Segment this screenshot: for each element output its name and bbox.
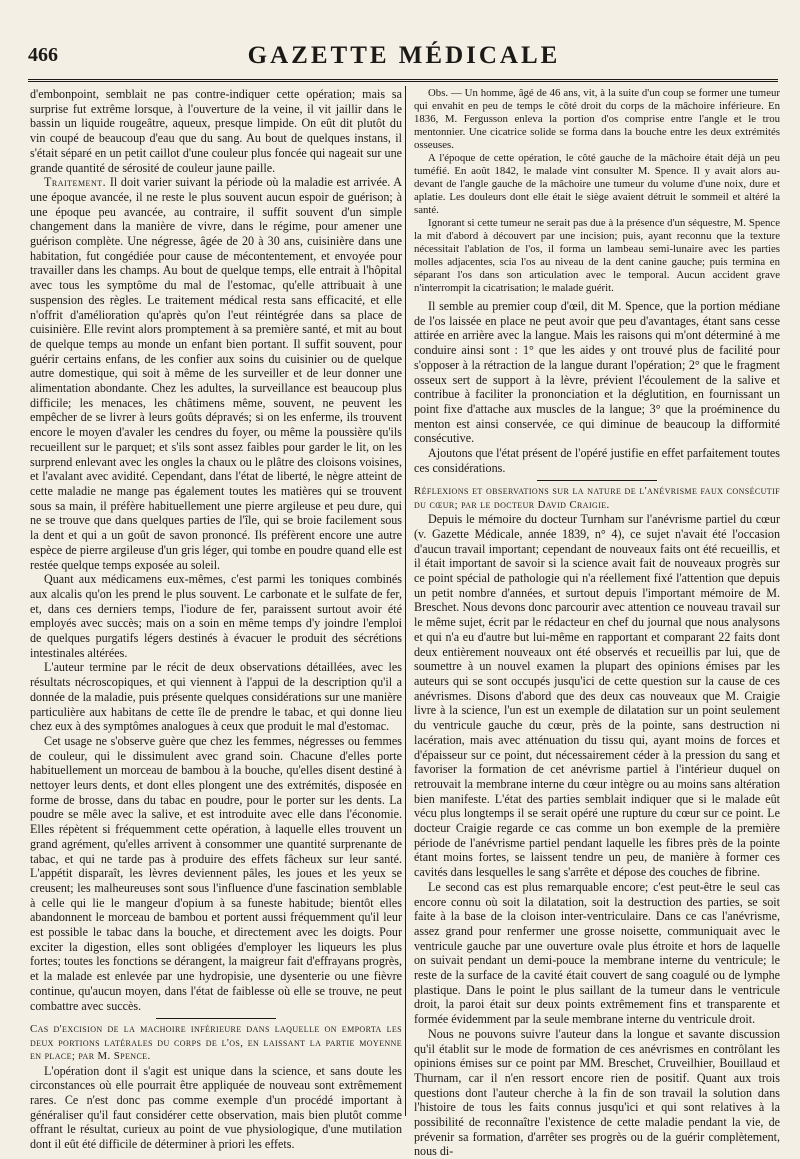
page-header (28, 40, 780, 74)
article-heading: Réflexions et observations sur la nature de l'anévrisme faux consécutif du cœur; par le docteur David Craigie. (414, 485, 780, 511)
page-number: 466 (28, 44, 58, 66)
paragraph-text: Il doit varier suivant la période où la maladie est arrivée. A une époque avancée, il ne reste le plus souvent aucun espoir de guérison; à une époque peu avancée, au contraire, il suffit souvent d'un simple changement dans la manière de vivre, dans le régime, pour amener une guérison complète. Une négresse, âgée de 20 à 30 ans, cuisinière dans une habitation, fut congédiée pour cause de mécontentement, et envoyée pour travailler dans les champs. Au bout de quelque temps, elle entrait à l'hôpital avec tous les symptôme du mal de l'estomac, qu'elle attribuait à une suspension des règles. Le traitement médical resta sans efficacité, et elle n'offrit d'amélioration qu'après qu'on l'eut réintégrée dans sa place de cuisinière. Elle revint alors promptement à sa première santé, et mit au bout de quelque temps au monde un enfant bien portant. Il suffit souvent, pour guérir certains enfans, de les confier aux soins du cuisinier ou de quelque autre domestique, qui soit à même de les surveiller et de leur donner une alimentation abondante. Chez les adultes, la surveillance est beaucoup plus difficile; les menaces, les châtimens même, souvent, ne peuvent les empêcher de se livrer à leurs goûts dépravés; si on les enferme, ils trouvent encore le moyen d'avaler les cendres du foyer, ou même la poussière qu'ils recueillent sur le parquet; et s'ils sont assez faibles pour garder le lit, on les surprend enlevant avec les ongles la chaux ou le plâtre des cloisons voisines, et l'avalant avec avidité. Cependant, dans l'état de liberté, le nègre atteint de cette maladie ne mange pas également toutes les matières qui se trouvent sous sa main, il préfère habituellement une pierre argileuse et peu dure, qui ne se trouve que dans quelques parties de l'île, qui se broie facilement sous la dent et qui a un goût de savon prononcé. Ils préfèrent encore une autre espèce de pierre argileuse d'un gris léger, qui tombe en poudre quand elle est restée quelque temps exposée au soleil. (30, 175, 402, 572)
section-rule (156, 1018, 276, 1019)
paragraph: Il semble au premier coup d'œil, dit M. Spence, que la portion médiane de l'os laissée en place ne peut avoir que peu d'avantages, étant sans cesse attirée en arrière avec la langue. Mais les raisons qui m'ont déterminé à me conduire ainsi sont : 1° que les aides y ont trouvé plus de facilité pour s'opposer à la rétraction de la langue durant l'opération; 2° que le fragment osseux sert de support à la lèvre, prévient l'écoulement de la salive et contribue à faciliter la prononciation et la déglutition, en fournissant un point fixe d'attache aux muscles de la langue; 3° que la proéminence du menton est ainsi conservée, ce qui diminue de beaucoup la difformité consécutive. (414, 299, 780, 446)
paragraph: Nous ne pouvons suivre l'auteur dans la longue et savante discussion qu'il établit sur le mode de formation de ces anévrismes en contrôlant les opinions émises sur ce point par MM. Breschet, Cruveilhier, Bouillaud et Thurnam, car il n'en ressort encore rien de positif. Quant aux trois questions dont l'auteur cherche à la fin de son travail la solution dans l'histoire de tous les faits connus jusqu'ici et qui sont relatives à la possibilité de reconnaître l'existence de cette maladie pendant la vie, de prévenir sa formation, d'arrêter ses progrès ou de la guérir complètement, nous di- (414, 1026, 780, 1159)
observation-paragraph: Obs. — Un homme, âgé de 46 ans, vit, à la suite d'un coup se former une tumeur qui envahit en peu de temps le côté droit du corps de la mâchoire inférieure. En 1836, M. Fergusson enleva la portion d'os comprise entre l'angle et le trou mentonnier. Une cicatrice solide se forma dans la bouche entre les deux extrémités osseuses. (414, 87, 780, 151)
observation-paragraph: A l'époque de cette opération, le côté gauche de la mâchoire était déjà un peu tuméfié. En août 1842, le malade vint consulter M. Spence. Il y avait alors au-devant de l'angle gauche de la mâchoire une tumeur du volume d'une noix, dure et aplatie. Les douleurs dont elle était le siège avaient détruit le sommeil et altéré la santé. (414, 152, 780, 216)
paragraph: Quant aux médicamens eux-mêmes, c'est parmi les toniques combinés aux alcalis qu'on les prend le plus souvent. Le carbonate et le sulfate de fer, et, dans ces derniers temps, l'iodure de fer, paraissent surtout avoir été employés avec succès; mais on a soin en même temps d'y joindre l'emploi de quelques purgatifs légers destinés à évacuer le produit des sécrétions intestinales altérées. (30, 572, 402, 660)
paragraph: Cet usage ne s'observe guère que chez les femmes, négresses ou femmes de couleur, qui le dissimulent avec grand soin. Chacune d'elles porte habituellement un morceau de bambou à la bouche, qu'elles disent destiné à nettoyer leurs dents, et dont elles plongent une des extrémités, disposée en forme de brosse, dans du tabac en poudre, pour le porter sur les dents. La poudre se mêle avec la salive, et est introduite avec elle dans l'économie. Elles répètent si fréquemment cette opération, à laquelle elles trouvent un grand agrément, qu'elles arrivent à consommer une quantité surprenante de tabac, et qui ne tarde pas à produire des effets fâcheux sur leur santé. L'appétit disparaît, les lèvres deviennent pâles, les joues et les yeux se creusent; les malheureuses sont sous l'influence d'une fascination semblable à celle qui lie le mangeur d'opium à sa funeste habitude; bientôt elles abandonnent le morceau de bambou et portent aussi fréquemment qu'il leur est possible le tabac dans la bouche, et directement avec les doigts. Pour exciter la digestion, elles sont obligées d'employer les liqueurs les plus fortes; toutes les fonctions se dérangent, la maigreur fait d'effrayans progrès, et la malade est enlevée par une hydropisie, une dysenterie ou une fièvre continue, qu'aucun moyen, dans l'état de faiblesse où elle se trouve, ne peut combattre avec succès. (30, 733, 402, 1013)
journal-title: GAZETTE MÉDICALE (247, 42, 561, 69)
paragraph: L'opération dont il s'agit est unique dans la science, et sans doute les circonstances où elle pourrait être appliquée de nouveau sont extrêmement rares. Ce n'est donc pas comme exemple d'un procédé important à généraliser qu'il faut considérer cette observation, mais bien plutôt comme offrant le résultat, curieux au point de vue physiologique, d'une mutilation dont il eût été difficile de déterminer à priori les effets. (30, 1063, 402, 1152)
section-rule (537, 480, 657, 481)
section-lead: Traitement. (44, 175, 107, 190)
observation-paragraph: Ignorant si cette tumeur ne serait pas due à la présence d'un séquestre, M. Spence la mit d'abord à découvert par une incision; puis, ayant reconnu que la texture nécessitait l'ablation de l'os, il forma un lambeau semi-lunaire avec les parties molles adjacentes, scia l'os au niveau de la dent canine gauche; puis termina en séparant l'os dans son articulation avec le temporal. Aucun accident grave n'interrompit la cicatrisation; le malade guérit. (414, 217, 780, 294)
column-divider (405, 86, 406, 1116)
paragraph: Le second cas est plus remarquable encore; c'est peut-être le seul cas encore connu où soit la dilatation, soit la destruction des parties, se soit faite à la base de la cloison inter-ventriculaire. Dans ce cas l'anévrisme, assez grand pour renfermer une grosse noisette, communiquait avec le ventricule gauche par une ouverture ovale plus étroite et hors de laquelle on suivait pendant un demi-pouce la membrane interne du ventricule; le reste de la surface de la cavité était couvert de sang coagulé ou de lymphe plastique. Dans le point le plus saillant de la tumeur dans le ventricule droit, la paroi était sur deux points extrêmement fins et transparente et formée évidemment par la seule membrane interne du ventricule droit. (414, 879, 780, 1027)
article-heading: Cas d'excision de la machoire inférieure dans laquelle on emporta les deux portions latérales du corps de l'os, en laissant la partie moyenne en place; par M. Spence. (30, 1023, 402, 1063)
paragraph: Ajoutons que l'état présent de l'opéré justifie en effet parfaitement toutes ces considérations. (414, 446, 780, 475)
right-column (414, 87, 780, 1159)
paragraph: d'embonpoint, semblait ne pas contre-indiquer cette opération; mais sa surprise fut extrême lorsque, à l'ouverture de la veine, il vit jaillir dans le bassin un liquide rougeâtre, aqueux, presque limpide. On eût dit plutôt du vin coupé de beaucoup d'eau que du sang. Au bout de quelques instans, il s'était séparé en un petit caillot d'une couleur plus foncée qui nageait sur une grande quantité de sérosité de couleur jaune paille. (30, 87, 402, 175)
paragraph: L'auteur termine par le récit de deux observations détaillées, avec les résultats nécroscopiques, et qui viennent à l'appui de la description qu'il a donnée de la maladie, puis présente quelques considérations sur une manière particulière aux habitans de cette île de prendre le tabac, et qui donne lieu chez eux à des symptômes analogues à ceux que produit le mal d'estomac. (30, 660, 402, 734)
left-column (30, 87, 402, 1152)
header-rule (28, 79, 778, 82)
paragraph-traitement (30, 175, 402, 572)
paragraph: Depuis le mémoire du docteur Turnham sur l'anévrisme partiel du cœur (v. Gazette Médicale, année 1839, n° 4), ce sujet n'avait été l'occasion d'aucun travail important; cependant de nouveaux faits ont été recueillis, et il était important de savoir si la science avait fait de nouveaux progrès sur ce point spécial de pathologie qui n'a réellement fixé l'attention que depuis un petit nombre d'années, et surtout depuis l'important mémoire de M. Breschet. Nous devons donc parcourir avec attention ce nouveau travail sur le même sujet, écrit par le rédacteur en chef du journal que nous analysons et qui n'a eu d'autre but lui-même en rapportant et comparant 22 faits dont deux entièrement nouveaux ont été observés et recueillis par lui, que de soumettre à un nouvel examen la plupart des opinions émises par les auteurs qui se sont occupés jusqu'ici de cette question sur la cause de ces anévrismes. Disons d'abord que des deux cas nouveaux que M. Craigie livre à la science, l'un est un exemple de dilatation sur un point seulement du ventricule gauche du cœur, près de la pointe, sans destruction ni lacération, mais avec atténuation du tissu qui, ayant moins de forces et d'épaisseur sur ce point, dut nécessairement céder à la pression du sang et favoriser la formation de cet anévrisme partiel à l'intérieur duquel on retrouvait la membrane interne du cœur intègre ou au moins sans altération bien manifeste. L'état des parties semblait indiquer que si le malade eût vécu plus longtemps il se serait opéré une rupture du cœur sur ce point. Le docteur Craigie regarde ce cas comme un bon exemple de la première période de l'anévrisme partiel pendant laquelle les fibres près de la pointe étant moins fortes, se laissent tendre un peu, de manière à former ces cavités dans lesquelles le sang s'arrête et dépose des couches de fibrine. (414, 512, 780, 880)
